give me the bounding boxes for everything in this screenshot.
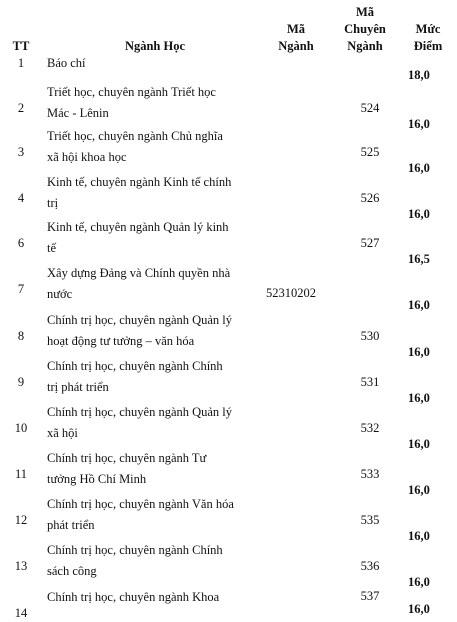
row-ma-chuyen-nganh: 532 [360, 421, 380, 435]
header-ma-nganh: Mã Ngành [278, 22, 314, 53]
row-ma-nganh: 52310202 [266, 286, 316, 300]
row-tt: 9 [17, 375, 25, 389]
header-muc-diem: Mức Điểm [413, 22, 443, 53]
row-nganh-hoc: Chính trị học, chuyên ngành Chính sách công [47, 543, 223, 578]
row-nganh-hoc: Triết học, chuyên ngành Triết học Mác - Lênin [47, 85, 216, 120]
row-tt: 4 [17, 191, 25, 205]
row-ma-chuyen-nganh: 535 [360, 513, 380, 527]
row-nganh-hoc: Chính trị học, chuyên ngành Văn hóa phát triển [47, 497, 234, 532]
row-tt: 10 [14, 421, 28, 435]
row-nganh-hoc: Xây dựng Đảng và Chính quyền nhà nước [47, 266, 231, 301]
row-ma-chuyen-nganh: 536 [360, 559, 380, 573]
row-nganh-hoc: Kinh tế, chuyên ngành Kinh tế chính trị [47, 175, 232, 210]
row-muc-diem: 16,0 [408, 602, 430, 616]
row-muc-diem: 16,0 [408, 298, 430, 312]
row-nganh-hoc: Chính trị học, chuyên ngành Tư tưởng Hồ Chí Minh [47, 451, 207, 486]
row-tt: 3 [17, 145, 25, 159]
row-ma-chuyen-nganh: 537 [360, 589, 380, 603]
row-nganh-hoc: Chính trị học, chuyên ngành Chính trị phát triển [47, 359, 223, 394]
row-nganh-hoc: Chính trị học, chuyên ngành Khoa [47, 590, 220, 604]
row-nganh-hoc: Báo chí [47, 56, 86, 70]
row-ma-chuyen-nganh: 524 [360, 101, 380, 115]
row-ma-chuyen-nganh: 526 [360, 191, 380, 205]
row-tt: 11 [14, 467, 28, 481]
row-tt: 12 [14, 513, 28, 527]
row-tt: 14 [14, 606, 28, 620]
row-ma-chuyen-nganh: 533 [360, 467, 380, 481]
row-tt: 7 [17, 282, 25, 296]
row-muc-diem: 16,0 [408, 161, 430, 175]
row-nganh-hoc: Chính trị học, chuyên ngành Quản lý xã hội [47, 405, 233, 440]
row-muc-diem: 16,0 [408, 207, 430, 221]
row-ma-chuyen-nganh: 525 [360, 145, 380, 159]
row-tt: 2 [17, 101, 25, 115]
row-muc-diem: 16,0 [408, 575, 430, 589]
row-muc-diem: 16,0 [408, 391, 430, 405]
row-muc-diem: 16,0 [408, 345, 430, 359]
row-muc-diem: 16,0 [408, 437, 430, 451]
row-nganh-hoc: Triết học, chuyên ngành Chủ nghĩa xã hội khoa học [47, 129, 223, 164]
row-tt: 8 [17, 329, 25, 343]
row-tt: 1 [17, 56, 25, 70]
row-ma-chuyen-nganh: 530 [360, 329, 380, 343]
row-muc-diem: 16,0 [408, 117, 430, 131]
row-muc-diem: 16,0 [408, 483, 430, 497]
row-muc-diem: 16,0 [408, 529, 430, 543]
header-tt: TT [12, 39, 30, 53]
row-ma-chuyen-nganh: 531 [360, 375, 380, 389]
row-ma-chuyen-nganh: 527 [360, 236, 380, 250]
row-muc-diem: 18,0 [408, 68, 430, 82]
row-tt: 6 [17, 236, 25, 250]
row-muc-diem: 16,5 [408, 252, 430, 266]
row-nganh-hoc: Chính trị học, chuyên ngành Quản lý hoạt động tư tưởng – văn hóa [47, 313, 233, 348]
header-ma-chuyen-nganh: Mã Chuyên Ngành [344, 5, 386, 53]
row-tt: 13 [14, 559, 28, 573]
header-nganh-hoc: Ngành Học [124, 39, 186, 53]
row-nganh-hoc: Kinh tế, chuyên ngành Quản lý kinh tế [47, 220, 229, 255]
